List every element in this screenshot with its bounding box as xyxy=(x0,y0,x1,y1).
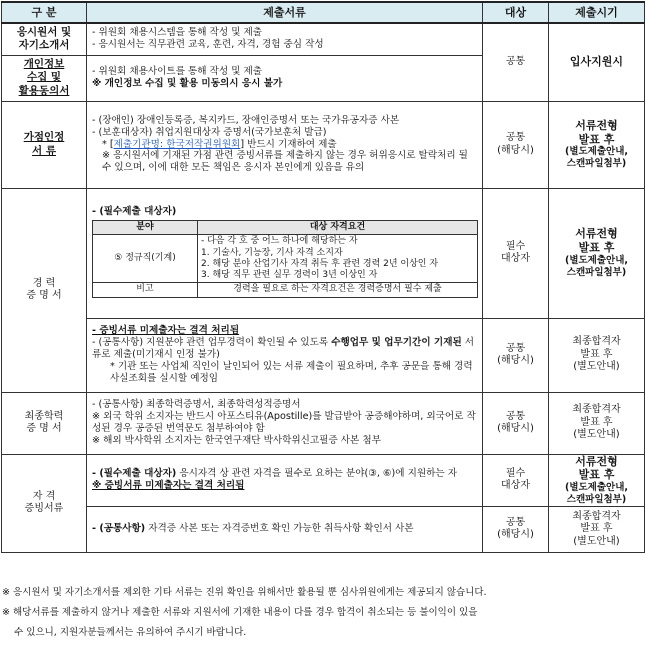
target-career-required: 필수 대상자 xyxy=(483,188,549,318)
footnote-1: ※ 응시원서 및 자기소개서를 제외한 기타 서류는 진위 확인을 위해서만 활용될 뿐 심사위원에게는 제공되지 않습니다. xyxy=(2,587,487,598)
target-bonus: 공통 (해당시) xyxy=(483,101,549,188)
header-category: 구 분 xyxy=(2,2,87,23)
row-career-common xyxy=(2,318,645,392)
footnotes xyxy=(2,583,642,643)
docs-application: - 위원회 채용시스템을 통해 작성 및 제출 - 응시원서는 직무관련 교육, 훈련, 자격, 경험 중심 작성 xyxy=(87,23,483,55)
timing-license-common: 최종합격자 발표 후 (별도안내) xyxy=(549,506,645,552)
label-bonus: 가점인정 서 류 xyxy=(2,101,87,188)
career-requirements: - 다음 각 호 중 어느 하나에 해당하는 자 1. 기술사, 기능장, 기사 자격 소지자 2. 해당 분야 산업기사 자격 취득 후 관련 경력 2년 이상인 자 3. 해당 직무 관련 실무 경력이 3년 이상인 자 xyxy=(198,235,478,283)
timing-bonus: 서류전형 발표 후 (별도제출안내, 스캔파일첨부) xyxy=(549,101,645,188)
career-field: ⑤ 정규직(기계) xyxy=(93,235,198,283)
timing-career-required: 서류전형 발표 후 (별도제출안내, 스캔파일첨부) xyxy=(549,188,645,318)
target-education: 공통 (해당시) xyxy=(483,392,549,454)
table-header-row xyxy=(2,2,645,23)
timing-common: 입사지원시 xyxy=(549,23,645,101)
docs-license-common: - (공통사항) 자격증 사본 또는 자격증번호 확인 가능한 취득사항 확인서 사본 xyxy=(87,506,483,552)
label-license: 자 격 증빙서류 xyxy=(2,454,87,552)
target-license-common: 공통 (해당시) xyxy=(483,506,549,552)
timing-education: 최종합격자 발표 후 (별도안내) xyxy=(549,392,645,454)
label-career: 경 력 증 명 서 xyxy=(2,188,87,392)
docs-bonus: - (장애인) 장애인등록증, 복지카드, 장애인증명서 또는 국가유공자증 사본 - (보훈대상자) 취업지원대상자 증명서(국가보훈처 발급) * [제출기관명: 한국저작권위원회] 반드시 기재하여 제출 ※ 응시원서에 기재된 가점 관련 증빙서류를 제출하지 않는 경우 허위응시로 탈락처리 될 수 있으며, 이에 대한 모든 책임은 응시자 본인에게 있음을 유의 xyxy=(87,101,483,188)
timing-career-common: 최종합격자 발표 후 (별도안내) xyxy=(549,318,645,392)
header-target: 대상 xyxy=(483,2,549,23)
docs-career-common: - 증빙서류 미제출자는 결격 처리됨 - (공통사항) 지원분야 관련 업무경력이 확인될 수 있도록 수행업무 및 업무기간이 기재된 서류로 제출(미기재시 인정 불가) * 기관 또는 사업체 직인이 날인되어 있는 서류 제출이 필요하며, 추후 공문을 통해 경력사실조회를 실시할 예정임 xyxy=(87,318,483,392)
institution-name-link[interactable]: 제출기관명: 한국저작권위원회 xyxy=(113,138,241,150)
row-career-required xyxy=(2,188,645,318)
row-license-common xyxy=(2,506,645,552)
target-common: 공통 xyxy=(483,23,549,101)
header-timing: 제출시기 xyxy=(549,2,645,23)
header-documents: 제출서류 xyxy=(87,2,483,23)
docs-career-required: - (필수제출 대상자) 분야 대상 자격요건 ⑤ 정규직(기계) - 다음 각 호 중 어느 하나에 해당하는 자 1. 기술사, 기능장, 기사 자격 소지자 2. 해당 분야 산업기사 자격 취득 후 관련 경력 2년 이상인 자 3. 해당 직무 관련 실무 경력이 3년 이상인 자 비고 경력을 필요로 하는 자격요건은 경력증명서 필수 제출 xyxy=(87,188,483,318)
row-license-required xyxy=(2,454,645,506)
label-education: 최종학력 증 명 서 xyxy=(2,392,87,454)
target-license-required: 필수 대상자 xyxy=(483,454,549,506)
row-bonus xyxy=(2,101,645,188)
label-privacy: 개인정보 수집 및 활용동의서 xyxy=(2,55,87,101)
career-requirements-subtable: 분야 대상 자격요건 ⑤ 정규직(기계) - 다음 각 호 중 어느 하나에 해당하는 자 1. 기술사, 기능장, 기사 자격 소지자 2. 해당 분야 산업기사 자격 취득 후 관련 경력 2년 이상인 자 3. 해당 직무 관련 실무 경력이 3년 이상인 자 비고 경력을 필요로 하는 자격요건은 경력증명서 필수 제출 xyxy=(92,220,478,298)
target-career-common: 공통 (해당시) xyxy=(483,318,549,392)
footnote-3: 수 있으니, 지원자분들께서는 유의하여 주시기 바랍니다. xyxy=(2,627,247,638)
row-application xyxy=(2,23,645,55)
timing-license-required: 서류전형 발표 후 (별도제출안내, 스캔파일첨부) xyxy=(549,454,645,506)
docs-privacy: - 위원회 채용사이트를 통해 작성 및 제출 ※ 개인정보 수집 및 활용 미동의시 응시 불가 xyxy=(87,55,483,101)
label-application: 응시원서 및 자기소개서 xyxy=(2,23,87,55)
footnote-2: ※ 해당서류를 제출하지 않거나 제출한 서류와 지원서에 기재한 내용이 다를 경우 합격이 취소되는 등 불이익이 있을 xyxy=(2,607,478,618)
docs-license-required: - (필수제출 대상자) 응시자격 상 관련 자격을 필수로 요하는 분야(③, ⑥)에 지원하는 자 ※ 증빙서류 미제출자는 결격 처리됨 xyxy=(87,454,483,506)
row-education xyxy=(2,392,645,454)
submission-documents-table xyxy=(1,1,645,553)
docs-education: - (공통사항) 최종학력증명서, 최종학력성적증명서 ※ 외국 학위 소지자는 반드시 아포스티유(Apostille)를 발급받아 공증해야하며, 외국어로 작성된 경우 공증된 번역문도 첨부하여야 함 ※ 해외 박사학위 소지자는 한국연구재단 박사학위신고필증 사본 첨부 xyxy=(87,392,483,454)
